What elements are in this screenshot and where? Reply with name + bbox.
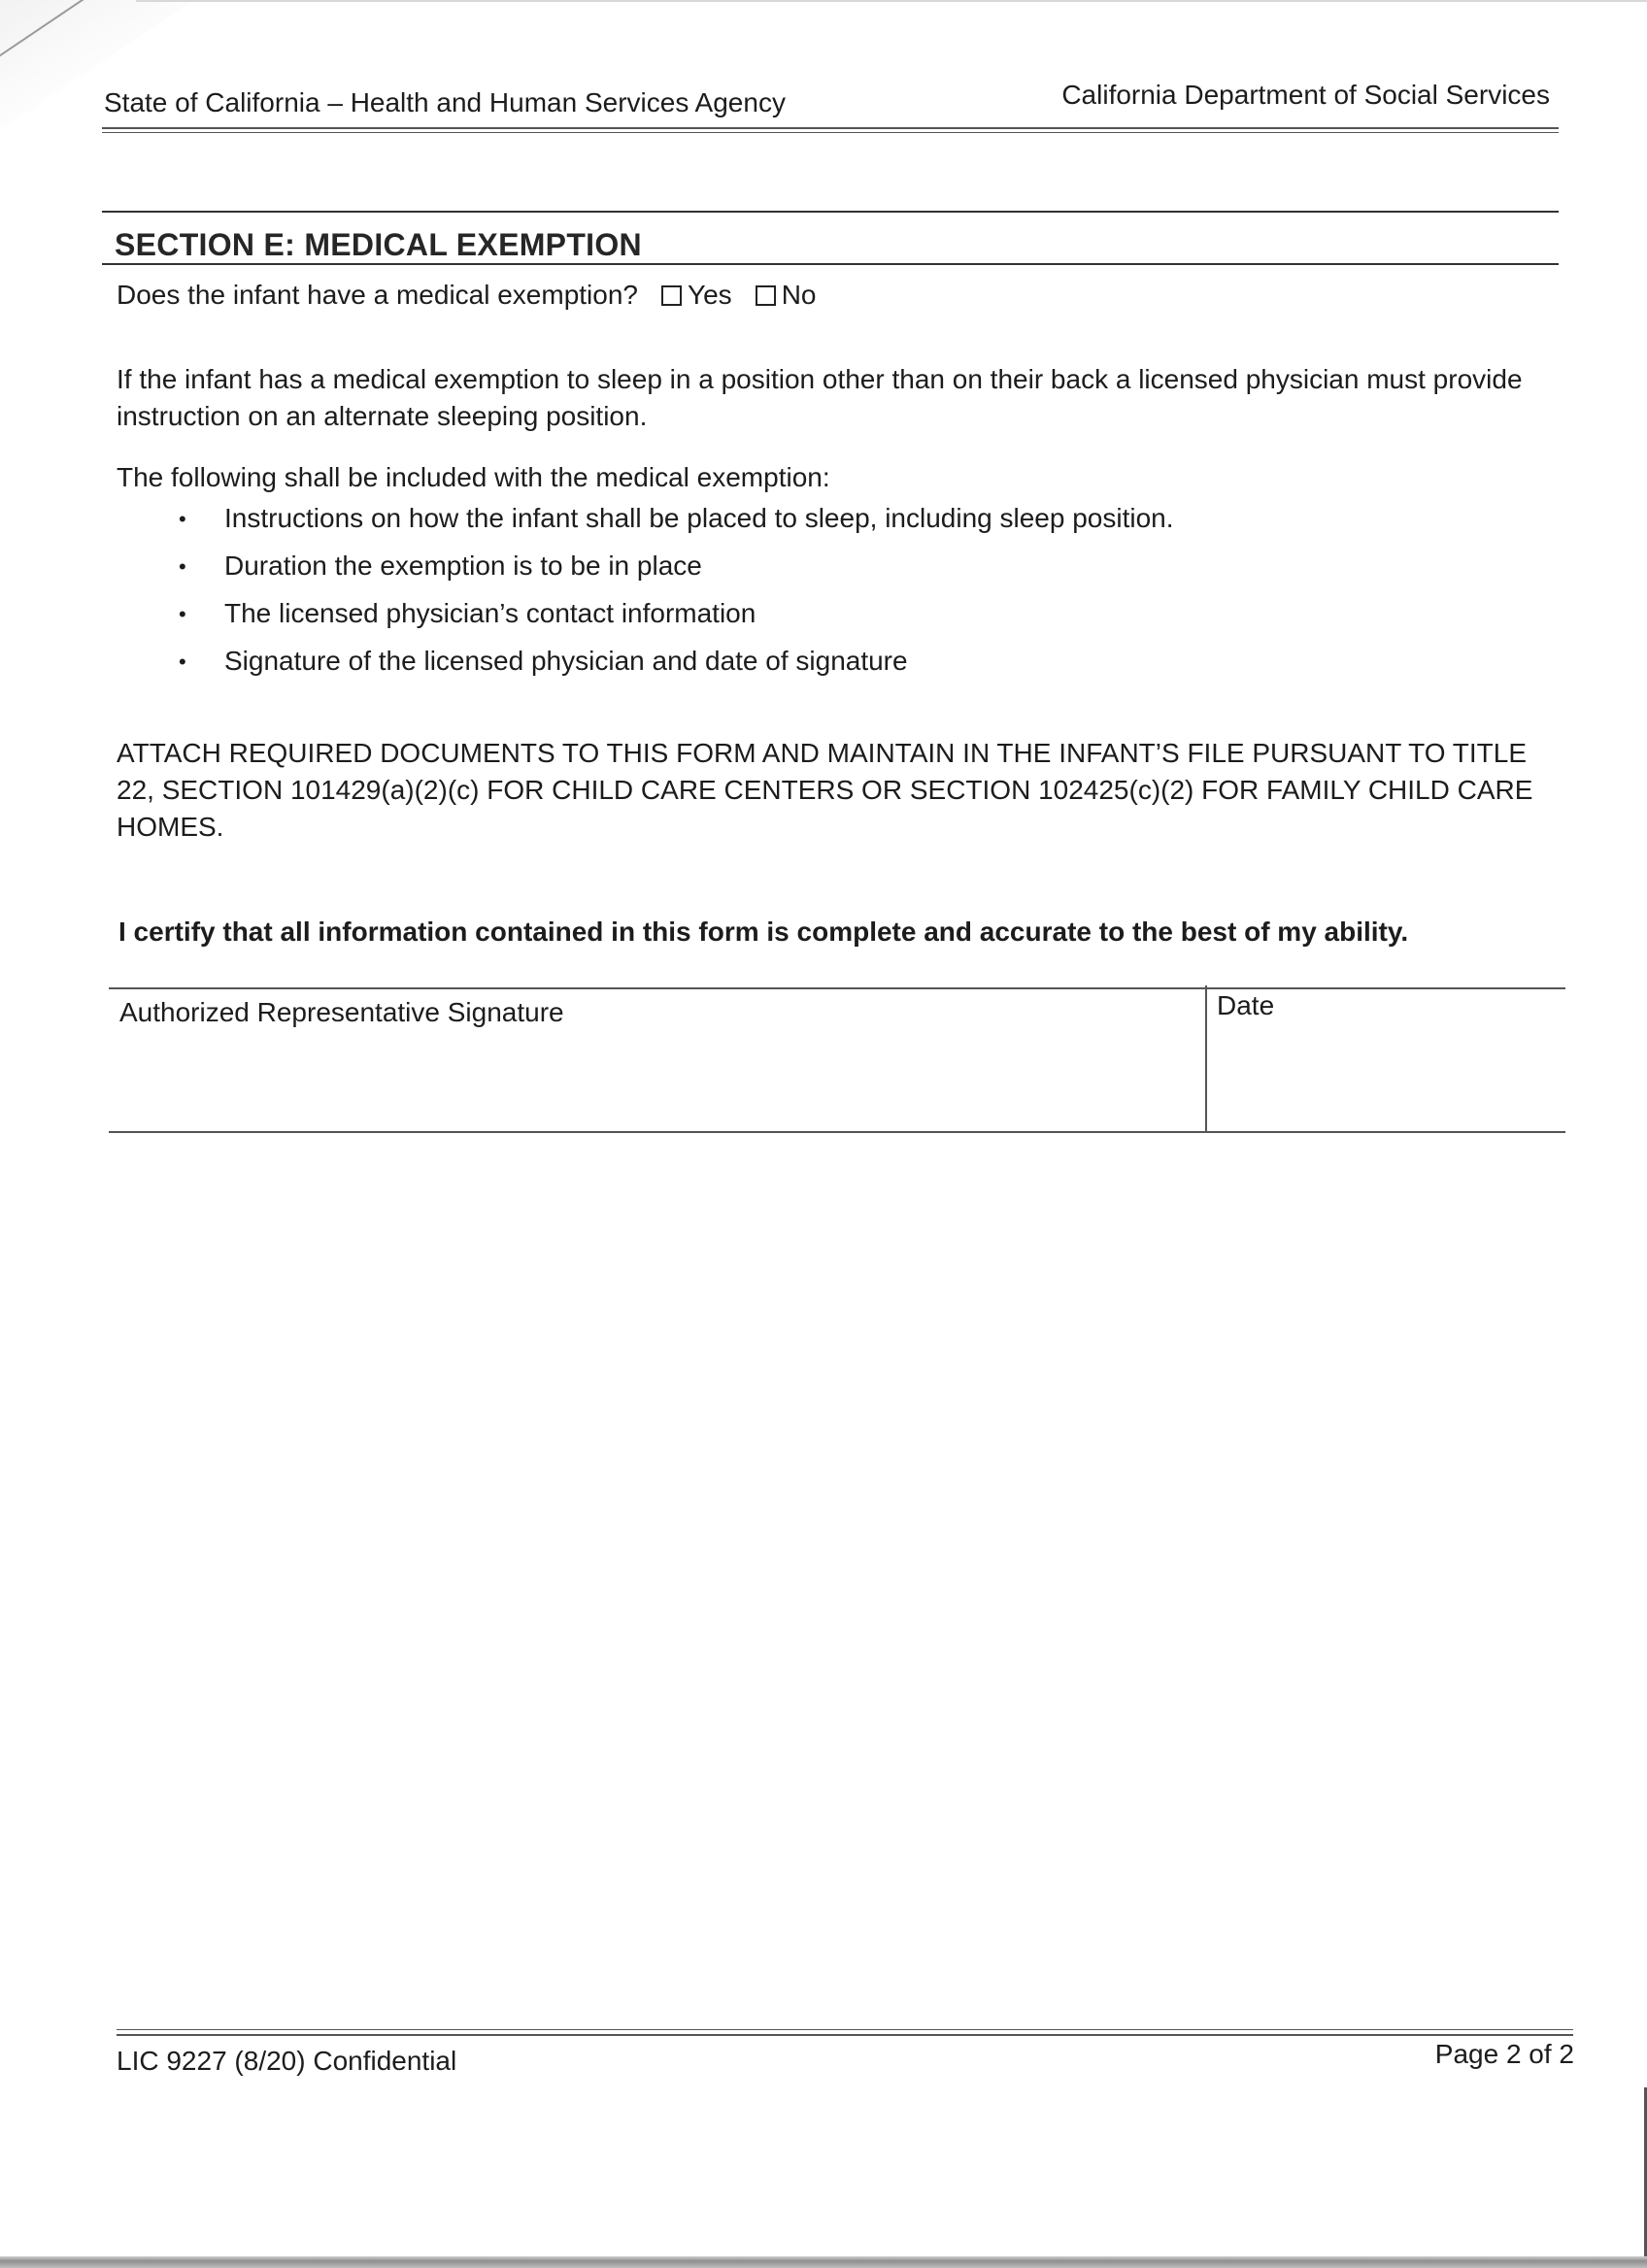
no-checkbox[interactable] <box>756 285 776 306</box>
footer-rule-bottom <box>117 2034 1573 2036</box>
header-rule-bottom <box>102 132 1559 133</box>
section-title: SECTION E: MEDICAL EXEMPTION <box>115 227 642 262</box>
list-item: • The licensed physician’s contact information <box>179 598 756 628</box>
bullet: • <box>179 602 186 626</box>
option-no[interactable] <box>756 280 817 311</box>
yes-checkbox[interactable] <box>661 285 682 306</box>
signature-rule-top <box>109 987 1565 989</box>
requirements-list <box>117 503 1174 693</box>
signature-divider <box>1205 985 1207 1131</box>
section-rule-bottom <box>102 263 1559 265</box>
header-agency: State of California – Health and Human Services Agency <box>104 87 786 117</box>
bullet: • <box>179 650 186 674</box>
header-rule-top <box>102 127 1559 129</box>
header-department: California Department of Social Services <box>1061 80 1550 110</box>
signature-field[interactable]: Authorized Representative Signature <box>119 997 564 1027</box>
certification-statement: I certify that all information contained in this form is complete and accurate to the best of my ability. <box>118 917 1409 947</box>
includes-intro: The following shall be included with the medical exemption: <box>117 462 830 492</box>
section-rule-top <box>102 211 1559 213</box>
instruction-paragraph: If the infant has a medical exemption to sleep in a position other than on their back a licensed physician must provide instruction on an alternate sleeping position. <box>117 364 1523 431</box>
signature-rule-bottom <box>109 1131 1565 1133</box>
medical-exemption-question <box>117 280 816 311</box>
yes-label: Yes <box>688 280 732 310</box>
no-label: No <box>781 280 817 310</box>
page-number: Page 2 of 2 <box>1434 2039 1574 2069</box>
scan-bottom-band <box>0 2256 1647 2268</box>
bullet: • <box>179 554 186 579</box>
scan-top-edge <box>136 0 1647 2</box>
date-field[interactable]: Date <box>1217 990 1275 1020</box>
list-item: • Duration the exemption is to be in place <box>179 550 702 581</box>
bullet: • <box>179 507 186 531</box>
list-item: • Instructions on how the infant shall be placed to sleep, including sleep position. <box>179 503 1174 533</box>
list-item: • Signature of the licensed physician and date of signature <box>179 646 908 676</box>
footer-rule-top <box>117 2029 1573 2030</box>
form-id: LIC 9227 (8/20) Confidential <box>117 2046 457 2076</box>
attach-notice: ATTACH REQUIRED DOCUMENTS TO THIS FORM AND MAINTAIN IN THE INFANT’S FILE PURSUANT TO TITLE 22, SECTION 101429(a)(2)(c) FOR CHILD CARE CENTERS OR SECTION 102425(c)(2) FOR FAMILY CHILD CARE HOMES. <box>117 738 1533 842</box>
question-text: Does the infant have a medical exemption? <box>117 280 638 310</box>
option-yes[interactable] <box>661 280 732 311</box>
